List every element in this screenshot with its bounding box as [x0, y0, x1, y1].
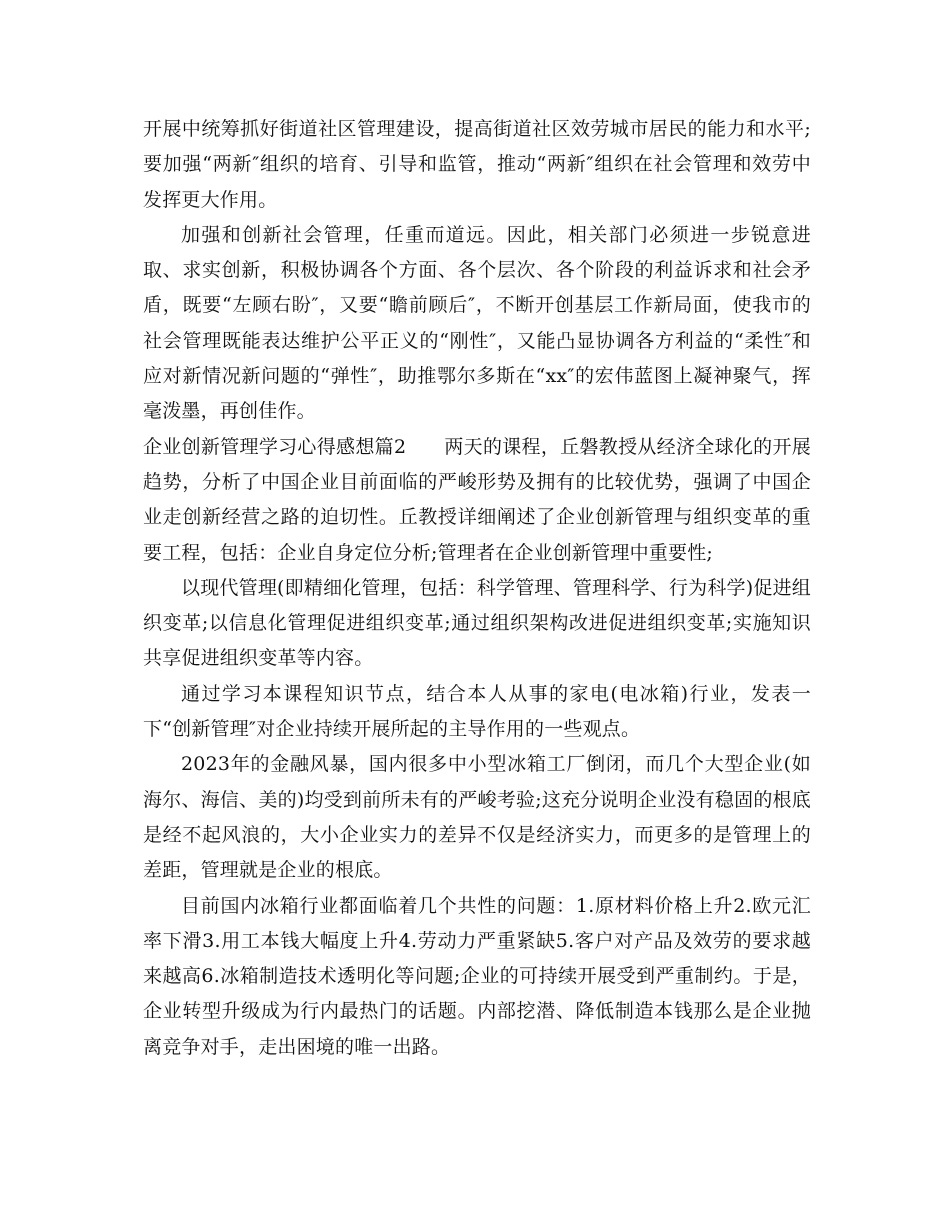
paragraph-3 [143, 430, 811, 571]
paragraph-7: 目前国内冰箱行业都面临着几个共性的问题：1.原材料价格上升2.欧元汇率下滑3.用工本钱大幅度上升4.劳动力严重紧缺5.客户对产品及效劳的要求越来越高6.冰箱制造技术透明化等问题;企业的可持续开展受到严重制约。于是，企业转型升级成为行内最热门的话题。内部挖潜、降低制造本钱那么是企业抛离竞争对手，走出困境的唯一出路。 [143, 894, 811, 1058]
paragraph-4: 以现代管理(即精细化管理，包括：科学管理、管理科学、行为科学)促进组织变革;以信息化管理促进组织变革;通过组织架构改进促进组织变革;实施知识共享促进组织变革等内容。 [143, 576, 811, 670]
paragraph-1: 开展中统筹抓好街道社区管理建设，提高街道社区效劳城市居民的能力和水平;要加强“两新″组织的培育、引导和监管，推动“两新″组织在社会管理和效劳中发挥更大作用。 [143, 118, 811, 211]
section-heading: 企业创新管理学习心得感想篇2 [143, 435, 407, 458]
paragraph-6: 2023年的金融风暴，国内很多中小型冰箱工厂倒闭，而几个大型企业(如海尔、海信、美的)均受到前所未有的严峻考验;这充分说明企业没有稳固的根底是经不起风浪的，大小企业实力的差异不仅是经济实力，而更多的是管理上的差距，管理就是企业的根底。 [143, 753, 811, 882]
paragraph-2: 加强和创新社会管理，任重而道远。因此，相关部门必须进一步锐意进取、求实创新，积极协调各个方面、各个层次、各个阶段的利益诉求和社会矛盾，既要“左顾右盼″，又要“瞻前顾后″，不断开创基层工作新局面，使我市的社会管理既能表达维护公平正义的“刚性″，又能凸显协调各方利益的“柔性″和应对新情况新问题的“弹性″，助推鄂尔多斯在“xx″的宏伟蓝图上凝神聚气，挥毫泼墨，再创佳作。 [143, 223, 811, 423]
document-body [143, 112, 811, 1065]
paragraph-3-text: 两天的课程，丘磐教授从经济全球化的开展趋势，分析了中国企业目前面临的严峻形势及拥有的比较优势，强调了中国企业走创新经营之路的迫切性。丘教授详细阐述了企业创新管理与组织变革的重要工程，包括：企业自身定位分析;管理者在企业创新管理中重要性; [143, 435, 811, 564]
paragraph-5: 通过学习本课程知识节点，结合本人从事的家电(电冰箱)行业，发表一下“创新管理″对企业持续开展所起的主导作用的一些观点。 [143, 682, 811, 741]
